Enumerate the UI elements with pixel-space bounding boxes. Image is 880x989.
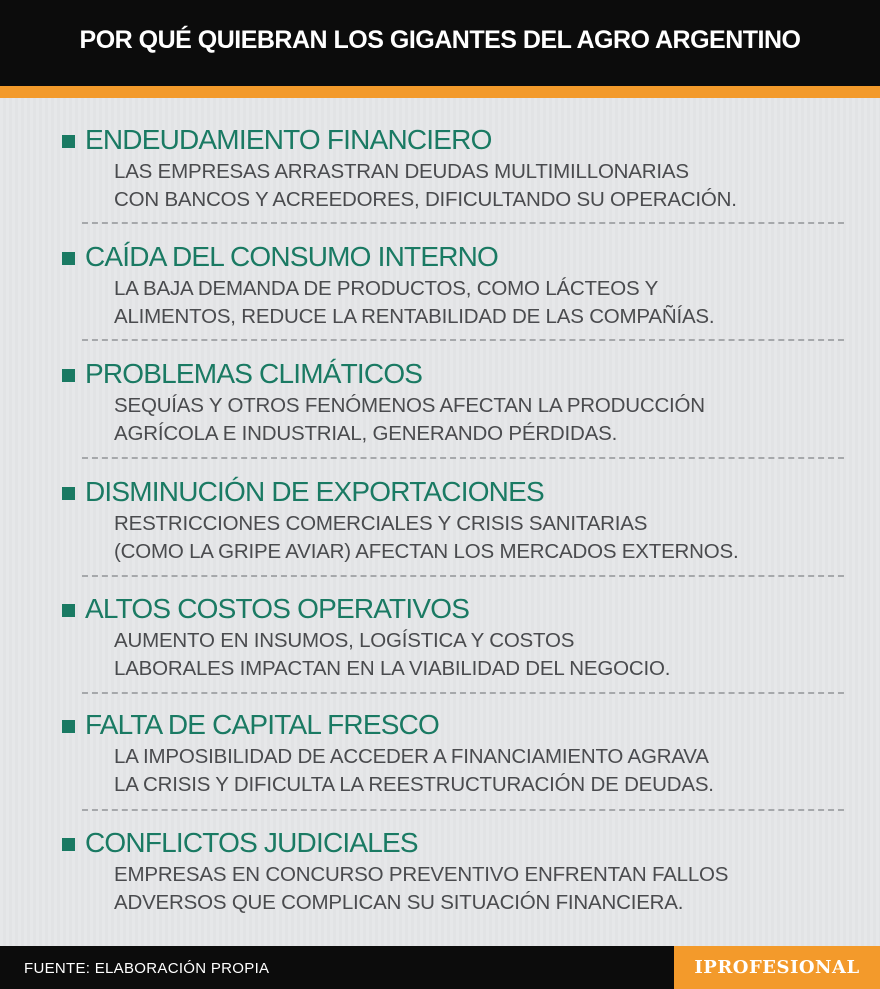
accent-stripe [0, 86, 880, 98]
reason-title: DISMINUCIÓN DE EXPORTACIONES [85, 476, 544, 507]
reason-item [62, 122, 852, 214]
reason-description-line-1: AUMENTO EN INSUMOS, LOGÍSTICA Y COSTOS [114, 629, 575, 652]
reason-description-line-2: ALIMENTOS, REDUCE LA RENTABILIDAD DE LAS COMPAÑÍAS. [114, 305, 715, 328]
header-bar [0, 0, 880, 86]
reason-title: FALTA DE CAPITAL FRESCO [85, 709, 439, 740]
reason-title: PROBLEMAS CLIMÁTICOS [85, 358, 423, 389]
reason-description-line-2: AGRÍCOLA E INDUSTRIAL, GENERANDO PÉRDIDAS. [114, 422, 618, 445]
reason-description-line-1: EMPRESAS EN CONCURSO PREVENTIVO ENFRENTAN FALLOS [114, 863, 729, 886]
brand-logo [674, 946, 880, 989]
reason-title-row [62, 591, 852, 627]
dashed-divider [82, 339, 844, 341]
reason-description-line-1: SEQUÍAS Y OTROS FENÓMENOS AFECTAN LA PRODUCCIÓN [114, 394, 705, 417]
square-bullet-icon [62, 720, 75, 733]
dashed-divider [82, 692, 844, 694]
source-credit: FUENTE: ELABORACIÓN PROPIA [24, 960, 270, 977]
reason-title: ENDEUDAMIENTO FINANCIERO [85, 124, 492, 155]
reason-item [62, 239, 852, 331]
reason-description-line-1: LA BAJA DEMANDA DE PRODUCTOS, COMO LÁCTEOS Y [114, 277, 659, 300]
footer-bar [0, 946, 880, 989]
square-bullet-icon [62, 135, 75, 148]
reason-description-line-1: LAS EMPRESAS ARRASTRAN DEUDAS MULTIMILLONARIAS [114, 160, 689, 183]
reason-item [62, 707, 852, 799]
reason-title-row [62, 707, 852, 743]
reason-title-row [62, 825, 852, 861]
brand-logo-text: IPROFESIONAL [694, 957, 860, 978]
reason-description-line-2: ADVERSOS QUE COMPLICAN SU SITUACIÓN FINANCIERA. [114, 891, 684, 914]
square-bullet-icon [62, 252, 75, 265]
dashed-divider [82, 457, 844, 459]
page-title: POR QUÉ QUIEBRAN LOS GIGANTES DEL AGRO ARGENTINO [79, 25, 801, 54]
square-bullet-icon [62, 369, 75, 382]
reason-title: ALTOS COSTOS OPERATIVOS [85, 593, 470, 624]
dashed-divider [82, 222, 844, 224]
square-bullet-icon [62, 838, 75, 851]
reason-description-line-2: CON BANCOS Y ACREEDORES, DIFICULTANDO SU OPERACIÓN. [114, 188, 737, 211]
reason-description-line-2: (COMO LA GRIPE AVIAR) AFECTAN LOS MERCADOS EXTERNOS. [114, 540, 739, 563]
reason-title: CAÍDA DEL CONSUMO INTERNO [85, 241, 499, 272]
reason-description-line-1: LA IMPOSIBILIDAD DE ACCEDER A FINANCIAMIENTO AGRAVA [114, 745, 709, 768]
reason-description-line-2: LA CRISIS Y DIFICULTA LA REESTRUCTURACIÓN DE DEUDAS. [114, 773, 714, 796]
reason-title-row [62, 239, 852, 275]
reason-description-line-1: RESTRICCIONES COMERCIALES Y CRISIS SANITARIAS [114, 512, 648, 535]
dashed-divider [82, 575, 844, 577]
dashed-divider [82, 809, 844, 811]
square-bullet-icon [62, 604, 75, 617]
reason-title-row [62, 474, 852, 510]
reason-title-row [62, 356, 852, 392]
reason-item [62, 356, 852, 448]
reason-description-line-2: LABORALES IMPACTAN EN LA VIABILIDAD DEL NEGOCIO. [114, 657, 671, 680]
square-bullet-icon [62, 487, 75, 500]
reason-item [62, 474, 852, 566]
reason-item [62, 825, 852, 917]
reason-title: CONFLICTOS JUDICIALES [85, 827, 418, 858]
reason-title-row [62, 122, 852, 158]
reason-item [62, 591, 852, 683]
